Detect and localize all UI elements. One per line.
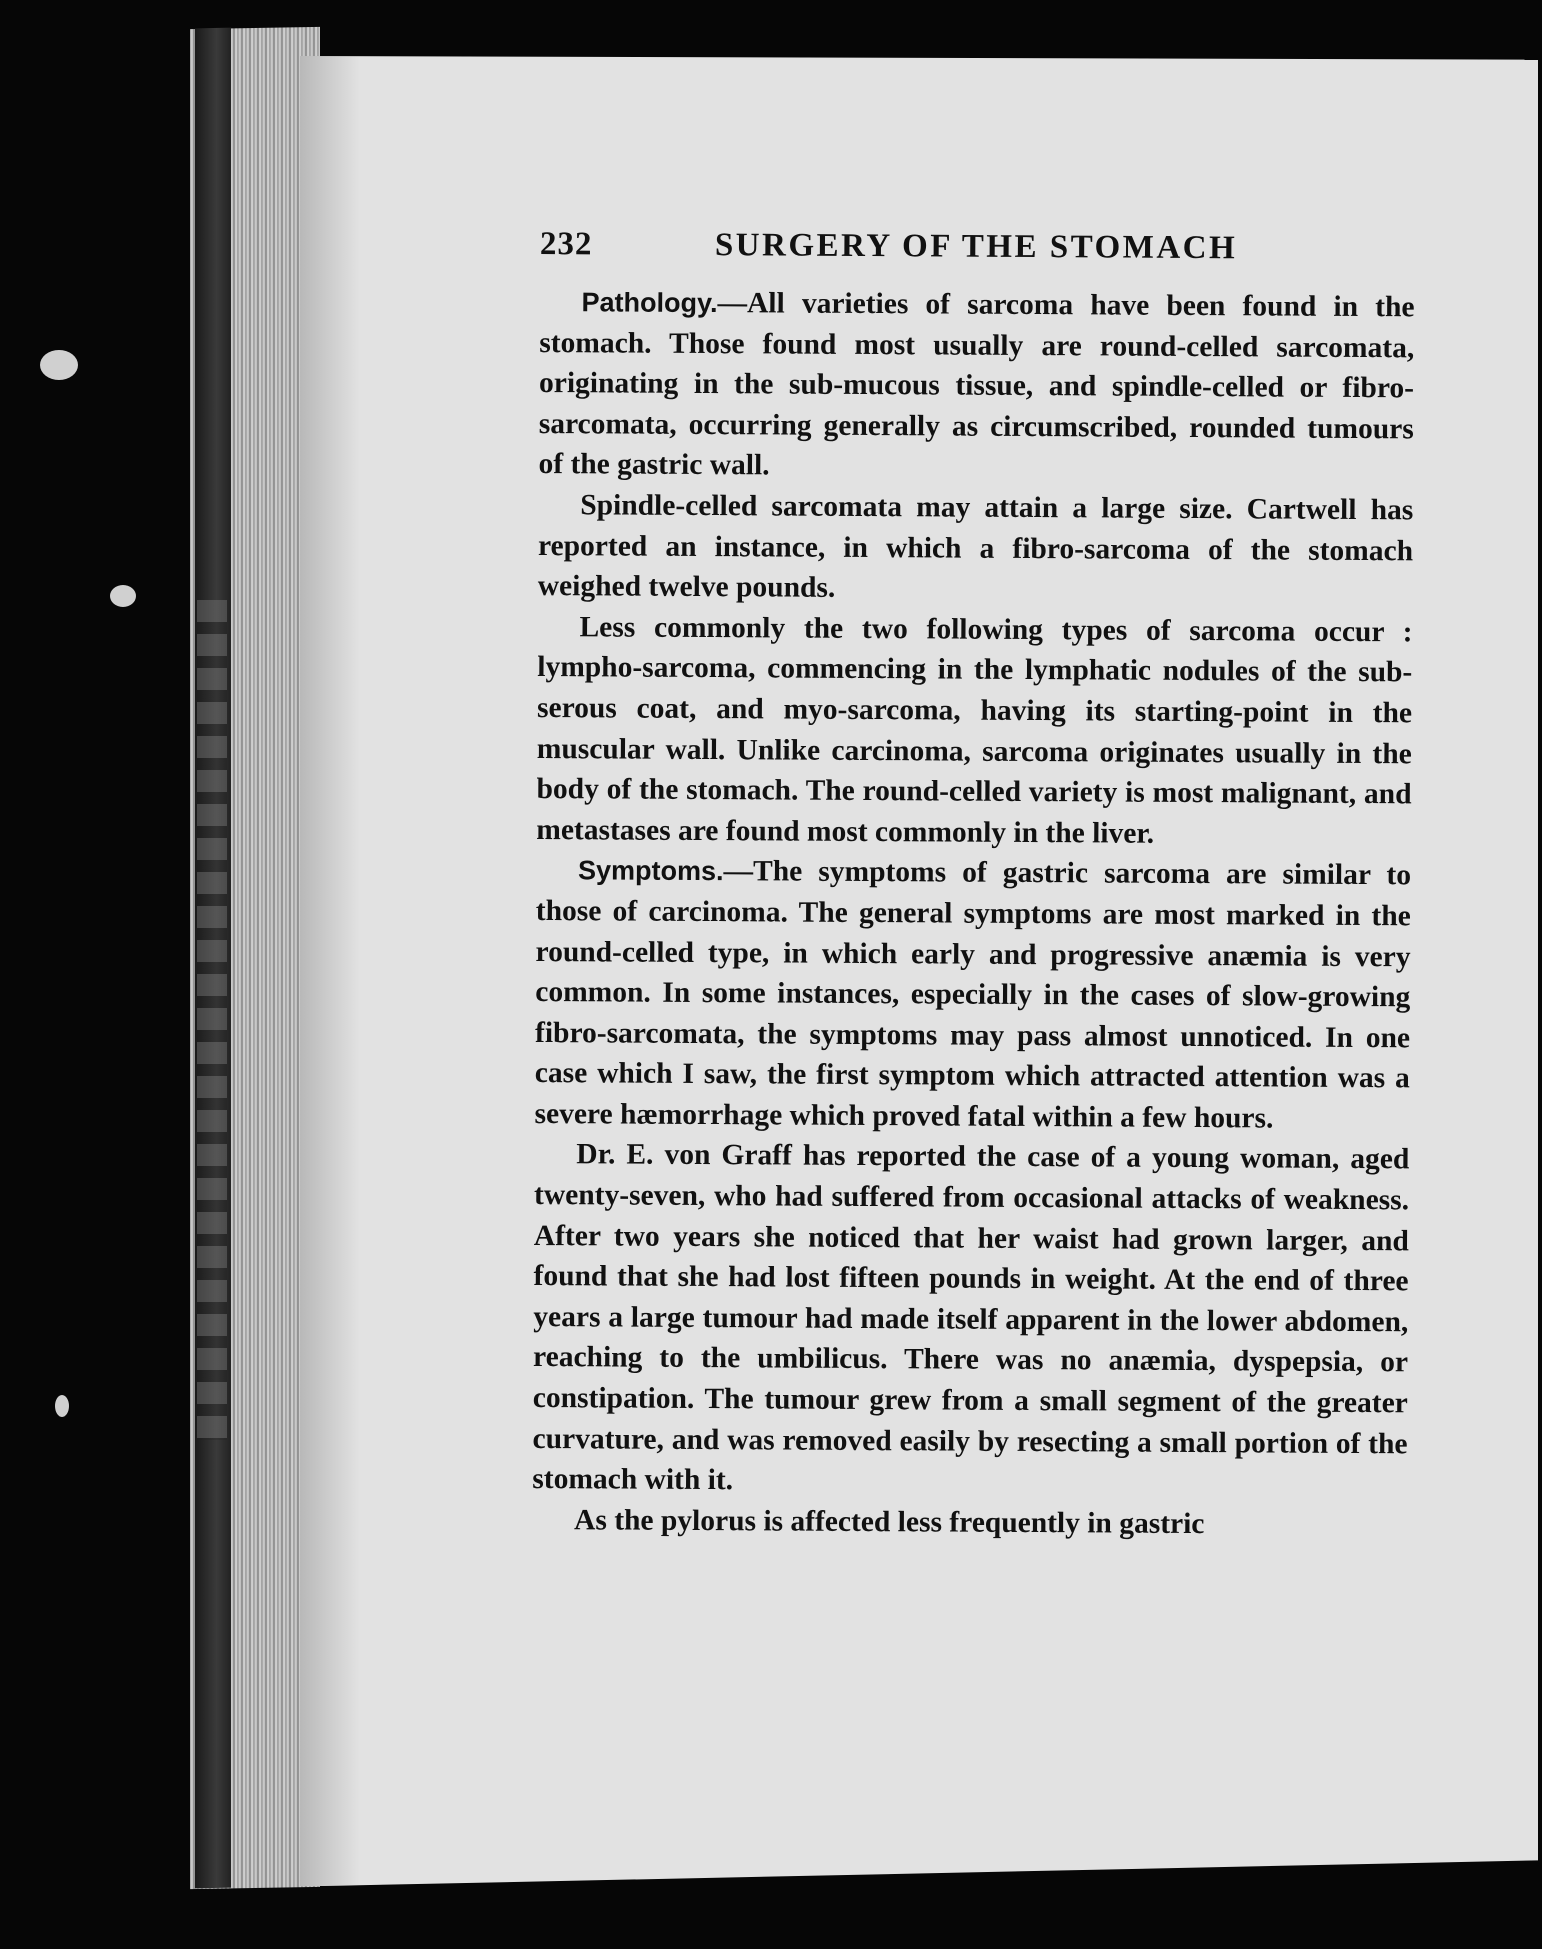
page-gutter-shadow: [300, 56, 360, 1886]
paragraph-text: Dr. E. von Graff has reported the case of a young woman, aged twenty-seven, who had suffered from occasional attacks of weakness. After two years she noticed that her waist had grown larger, and found that she had lost fifteen pounds in weight. At the end of three years a large tumour had made itself apparent in the lower abdomen, reaching to the umbilicus. There was no anæmia, dyspepsia, or constipation. The tumour grew from a small segment of the greater curvature, and was removed easily by resecting a small portion of the stomach with it.: [532, 1138, 1410, 1497]
dust-speck: [55, 1395, 69, 1417]
paragraph-text: —All varieties of sarcoma have been found in the stomach. Those found most usually are round-celled sarcomata, originating in the sub-mucous tissue, and spindle-celled or fibro-sarcomata, occurring generally as circumscribed, rounded tumours of the gastric wall.: [538, 287, 1415, 482]
paragraph-von-graff-case: [532, 1134, 1409, 1505]
paragraph-text: Less commonly the two following types of sarcoma occur : lympho-sarcoma, commencing in the lymphatic nodules of the sub-serous coat, and myo-sarcoma, having its starting-point in the muscular wall. Unlike carcinoma, sarcoma originates usually in the body of the stomach. The round-celled variety is most malignant, and metastases are found most commonly in the liver.: [536, 610, 1413, 850]
dust-speck: [40, 350, 78, 380]
paragraph-pylorus: [532, 1500, 1407, 1546]
running-head: [540, 226, 1415, 287]
paragraph-text: —The symptoms of gastric sarcoma are similar to those of carcinoma. The general symptoms are most marked in the round-celled type, in which early and progressive anæmia is very common. In some instances, especially in the cases of slow-growing fibro-sarcomata, the symptoms may pass almost unnoticed. In one case which I saw, the first symptom which attracted attention was a severe hæmorrhage which proved fatal within a few hours.: [534, 855, 1412, 1135]
paragraph-text: As the pylorus is affected less frequently in gastric: [573, 1504, 1205, 1540]
page-number: 232: [539, 226, 593, 263]
section-heading-pathology: Pathology.: [581, 287, 718, 319]
section-heading-symptoms: Symptoms.: [577, 855, 724, 887]
paragraph-symptoms: [534, 850, 1411, 1139]
dust-speck: [110, 585, 136, 607]
paragraph-text: Spindle-celled sarcomata may attain a large size. Cartwell has reported an instance, in which a fibro-sarcoma of the stomach weighed twelve pounds.: [537, 489, 1414, 604]
spine-lettering: [197, 600, 227, 1440]
running-head-title: SURGERY OF THE STOMACH: [714, 227, 1238, 267]
paragraph-spindle-celled: [538, 485, 1414, 612]
paragraph-pathology: [538, 282, 1414, 490]
page-text-block: [532, 226, 1415, 1546]
paragraph-sarcoma-types: [536, 607, 1412, 856]
